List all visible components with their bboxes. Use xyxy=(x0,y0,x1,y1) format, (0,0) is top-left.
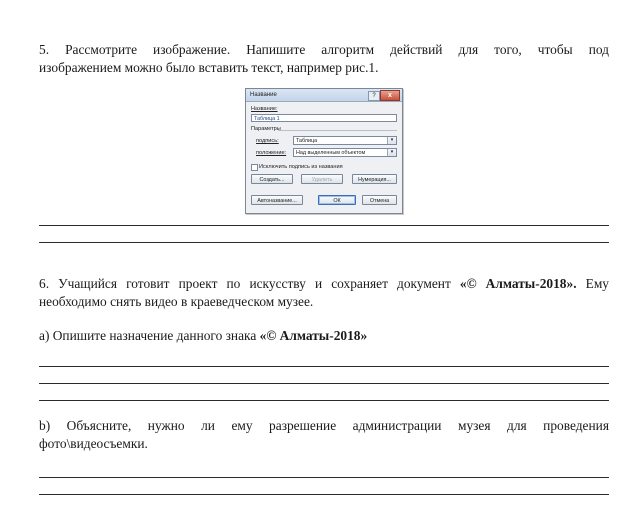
caption-type-value: Таблица xyxy=(296,138,318,144)
dialog-titlebar xyxy=(246,89,402,102)
new-label-button[interactable]: Создать... xyxy=(251,174,293,184)
cancel-button[interactable]: Отмена xyxy=(362,195,397,205)
delete-label-button[interactable]: Удалить xyxy=(301,174,343,184)
chevron-down-icon[interactable]: ▾ xyxy=(387,149,396,156)
exclude-label-checkbox[interactable] xyxy=(251,164,258,171)
position-label: положение: xyxy=(256,150,287,156)
name-label: Название: xyxy=(251,106,278,112)
question-a-text: а) Опишите назначение данного знака xyxy=(39,328,260,343)
caption-dialog-figure xyxy=(245,88,403,214)
position-value: Над выделенным объектом xyxy=(296,150,366,156)
answer-line xyxy=(39,366,609,367)
params-separator xyxy=(278,130,397,131)
answer-line xyxy=(39,225,609,226)
question-b-line-1: b) Объясните, нужно ли ему разрешение администрации музея для проведения xyxy=(39,418,609,433)
question-6-text: 6. Учащийся готовит проект по искусству и сохраняет документ xyxy=(39,276,460,291)
params-label: Параметры xyxy=(251,126,281,132)
question-6-line-1 xyxy=(39,275,609,293)
help-icon[interactable]: ? xyxy=(368,91,380,101)
question-b-line-2: фото\видеосъемки. xyxy=(39,436,148,451)
dialog-title: Название xyxy=(250,92,277,98)
copyright-sign-text: «© Алматы-2018» xyxy=(259,328,368,343)
caption-name-field[interactable]: Таблица 1 xyxy=(251,114,397,122)
question-a xyxy=(39,327,609,345)
question-5-line-2: изображением можно было вставить текст, например рис.1. xyxy=(39,60,379,75)
copyright-sign-text: «© Алматы-2018». xyxy=(459,276,577,291)
answer-line xyxy=(39,494,609,495)
answer-line xyxy=(39,477,609,478)
question-6-text-end: Ему xyxy=(576,276,609,291)
chevron-down-icon[interactable]: ▾ xyxy=(387,137,396,144)
close-icon[interactable]: x xyxy=(380,90,400,101)
ok-button[interactable]: ОК xyxy=(318,195,356,205)
position-select[interactable] xyxy=(293,148,397,157)
exclude-label-text: Исключить подпись из названия xyxy=(259,164,343,170)
question-5-line-1: 5. Рассмотрите изображение. Напишите алгоритм действий для того, чтобы под xyxy=(39,42,609,57)
answer-line xyxy=(39,383,609,384)
answer-line xyxy=(39,242,609,243)
caption-type-label: подпись: xyxy=(256,138,279,144)
question-6-line-2: необходимо снять видео в краеведческом музее. xyxy=(39,294,314,309)
caption-type-select[interactable] xyxy=(293,136,397,145)
autocaption-button[interactable]: Автоназвание... xyxy=(251,195,303,205)
numbering-button[interactable]: Нумерация... xyxy=(352,174,397,184)
answer-line xyxy=(39,400,609,401)
